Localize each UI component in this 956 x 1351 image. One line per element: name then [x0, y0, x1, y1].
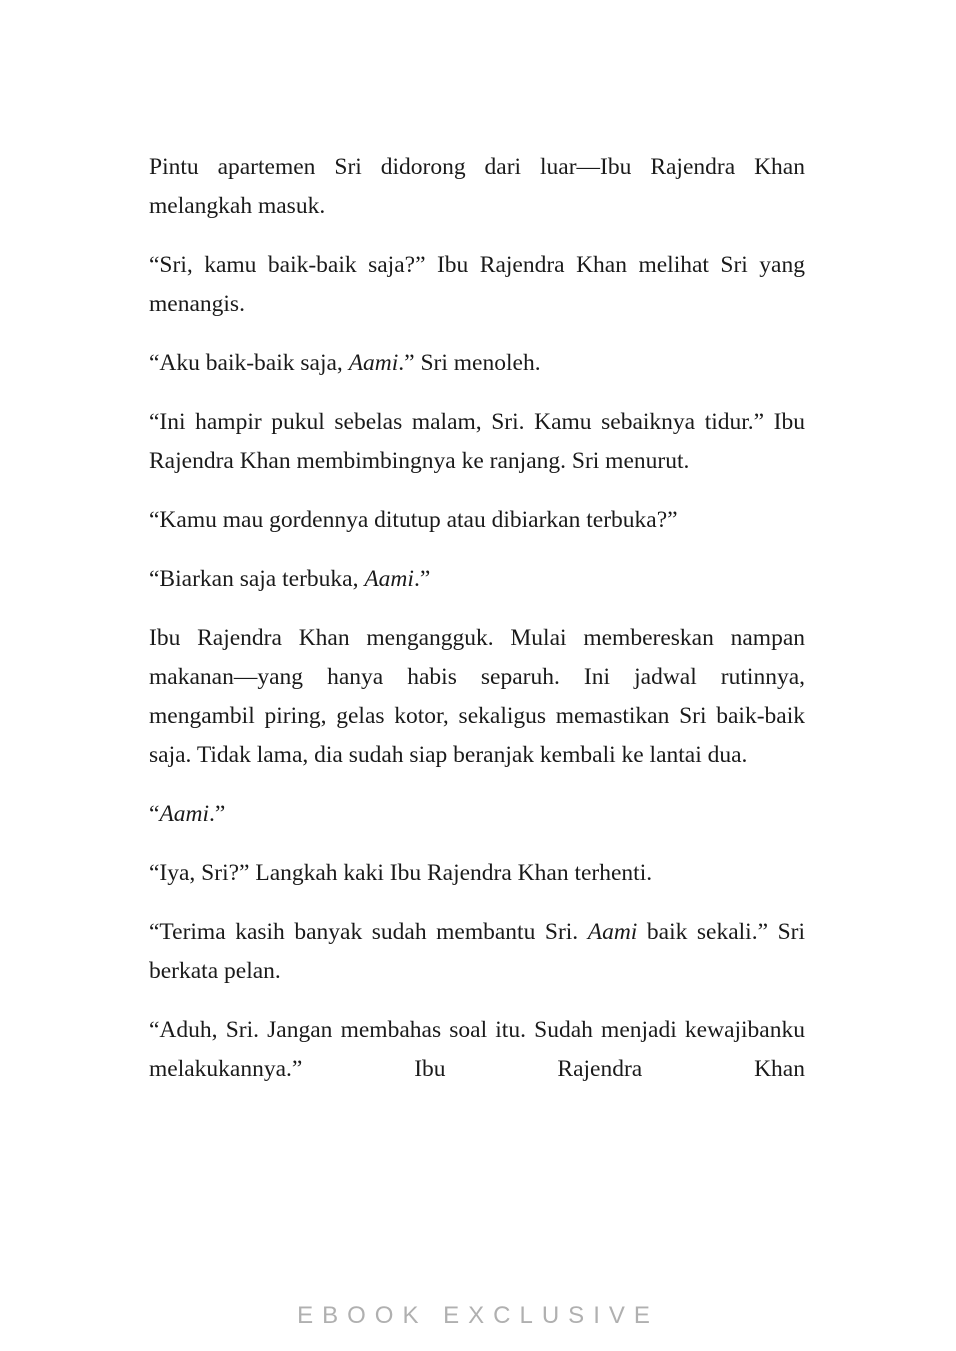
paragraph-10-text-b: baik sekali.” Sri berkata pelan.	[149, 919, 805, 984]
paragraph-5-text: “Kamu mau gordennya ditutup atau dibiarkan terbuka?”	[149, 507, 678, 533]
page-body	[149, 148, 805, 1109]
paragraph-9	[149, 854, 805, 893]
paragraph-5	[149, 501, 805, 540]
paragraph-8-text-b: .”	[209, 801, 226, 827]
paragraph-8-text-a: “	[149, 801, 160, 827]
paragraph-8-italic: Aami	[159, 801, 210, 827]
paragraph-6-text-a: “Biarkan saja terbuka,	[149, 566, 365, 592]
paragraph-3	[149, 344, 805, 383]
paragraph-6-italic: Aami	[364, 566, 414, 592]
paragraph-4-text: “Ini hampir pukul sebelas malam, Sri. Kamu sebaiknya tidur.” Ibu Rajendra Khan membimbingnya ke ranjang. Sri menurut.	[149, 409, 805, 474]
paragraph-10-italic: Aami	[587, 919, 638, 945]
paragraph-11-text: “Aduh, Sri. Jangan membahas soal itu. Sudah menjadi kewajibanku melakukannya.” Ibu Rajendra Khan	[149, 1017, 805, 1082]
paragraph-2	[149, 246, 805, 324]
paragraph-6	[149, 560, 805, 599]
paragraph-8	[149, 795, 805, 834]
paragraph-10	[149, 913, 805, 991]
paragraph-4	[149, 403, 805, 481]
ebook-exclusive-footer: EBOOK EXCLUSIVE	[297, 1302, 659, 1329]
paragraph-3-text-a: “Aku baik-baik saja,	[149, 350, 349, 376]
paragraph-7	[149, 619, 805, 775]
paragraph-11	[149, 1011, 805, 1089]
paragraph-3-text-b: .” Sri menoleh.	[398, 350, 541, 376]
paragraph-1	[149, 148, 805, 226]
paragraph-7-text: Ibu Rajendra Khan mengangguk. Mulai membereskan nampan makanan—yang hanya habis separuh. Ini jadwal rutinnya, mengambil piring, gelas kotor, sekaligus memastikan Sri baik-baik saja. Tidak lama, dia sudah siap beranjak kembali ke lantai dua.	[149, 625, 805, 768]
paragraph-6-text-b: .”	[413, 566, 431, 592]
paragraph-2-text: “Sri, kamu baik-baik saja?” Ibu Rajendra Khan melihat Sri yang menangis.	[149, 252, 805, 317]
paragraph-9-text: “Iya, Sri?” Langkah kaki Ibu Rajendra Khan terhenti.	[149, 860, 653, 886]
paragraph-10-text-a: “Terima kasih banyak sudah membantu Sri.	[149, 919, 588, 945]
paragraph-1-text: Pintu apartemen Sri didorong dari luar—Ibu Rajendra Khan melangkah masuk.	[149, 154, 805, 219]
paragraph-3-italic: Aami	[348, 350, 399, 376]
